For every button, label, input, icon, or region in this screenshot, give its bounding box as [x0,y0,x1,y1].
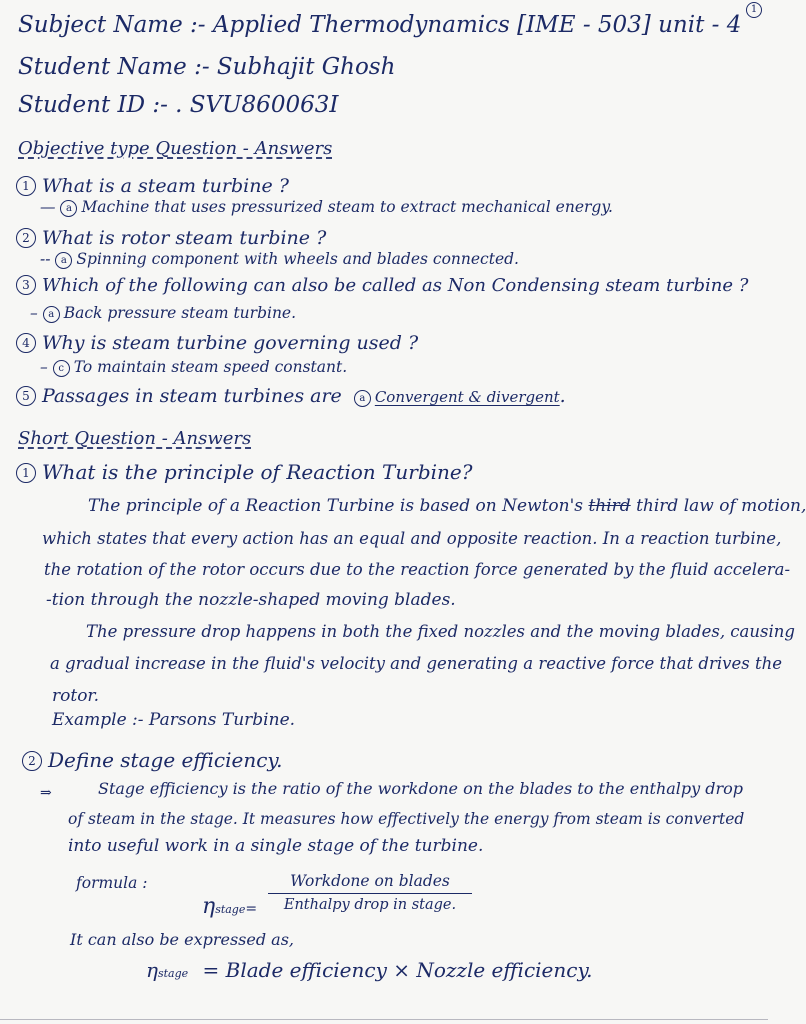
question-number: 1 [16,176,36,196]
fraction-bar [268,893,472,894]
objective-question-1: 1 What is a steam turbine ? [16,176,289,196]
objective-answer-4: – c To maintain steam speed constant. [40,358,348,376]
efficiency-fraction [268,872,472,913]
question-number: 2 [16,228,36,248]
student-name-line: Student Name :- Subhajit Ghosh [18,54,396,80]
question-number: 4 [16,333,36,353]
example-line: Example :- Parsons Turbine. [52,710,296,730]
short-question-2: 2 Define stage efficiency. [22,750,282,771]
answer-1-line-6: a gradual increase in the fluid's velocity and generating a reactive force that drives the [50,654,782,673]
objective-answer-5: a Convergent & divergent [354,388,560,406]
equals-sign: = [245,901,258,917]
question-number: 2 [22,751,42,771]
objective-question-5: 5 Passages in steam turbines are a Convergent & divergent. [16,386,566,407]
short-heading: Short Question - Answers [18,428,252,449]
fraction-denominator: Enthalpy drop in stage. [283,897,457,913]
eta-subscript: stage [215,903,246,916]
question-number: 5 [16,386,36,406]
objective-heading: Objective type Question - Answers [18,138,333,159]
answer-1-line-1: The principle of a Reaction Turbine is based on Newton's third third law of motion, [88,496,806,516]
eta-symbol: ηstage= [202,894,258,919]
option-mark: a [354,390,371,407]
objective-answer-2: -- a Spinning component with wheels and blades connected. [40,250,519,268]
objective-question-4: 4 Why is steam turbine governing used ? [16,333,418,353]
answer-1-line-3: the rotation of the rotor occurs due to the reaction force generated by the fluid accelera- [44,560,791,579]
objective-question-2: 2 What is rotor steam turbine ? [16,228,326,248]
answer-1-line-7: rotor. [52,686,100,706]
also-expressed-line: It can also be expressed as, [70,930,295,949]
option-mark: c [53,360,70,377]
objective-question-3: 3 Which of the following can also be called as Non Condensing steam turbine ? [16,275,748,295]
answer-1-line-2: which states that every action has an equal and opposite reaction. In a reaction turbine, [42,529,782,548]
page-number: 1 [746,2,762,18]
arrow-icon: ⇒ [40,785,52,801]
stage-efficiency-expression: ηstage = Blade efficiency × Nozzle efficiency. [146,958,593,982]
fraction-numerator: Workdone on blades [290,872,450,890]
student-id-line: Student ID :- . SVU860063I [18,92,339,118]
formula-label: formula : [76,874,148,892]
answer-2-line-1: Stage efficiency is the ratio of the workdone on the blades to the enthalpy drop [98,779,744,798]
option-mark: a [43,306,60,323]
option-mark: a [60,200,77,217]
short-question-1: 1 What is the principle of Reaction Turbine? [16,462,472,483]
page-bottom-rule [0,1019,768,1020]
question-number: 3 [16,275,36,295]
subject-line: Subject Name :- Applied Thermodynamics [IME - 503] unit - 4 [18,12,742,38]
answer-1-line-4: -tion through the nozzle-shaped moving blades. [46,590,456,610]
struck-word: third [588,496,631,516]
option-mark: a [55,252,72,269]
objective-answer-3: – a Back pressure steam turbine. [30,304,297,322]
answer-2-line-2: of steam in the stage. It measures how effectively the energy from steam is converted [68,810,745,828]
answer-1-line-5: The pressure drop happens in both the fixed nozzles and the moving blades, causing [86,622,795,641]
objective-answer-1: — a Machine that uses pressurized steam to extract mechanical energy. [40,198,613,216]
answer-2-line-3: into useful work in a single stage of the turbine. [68,836,484,856]
question-number: 1 [16,463,36,483]
